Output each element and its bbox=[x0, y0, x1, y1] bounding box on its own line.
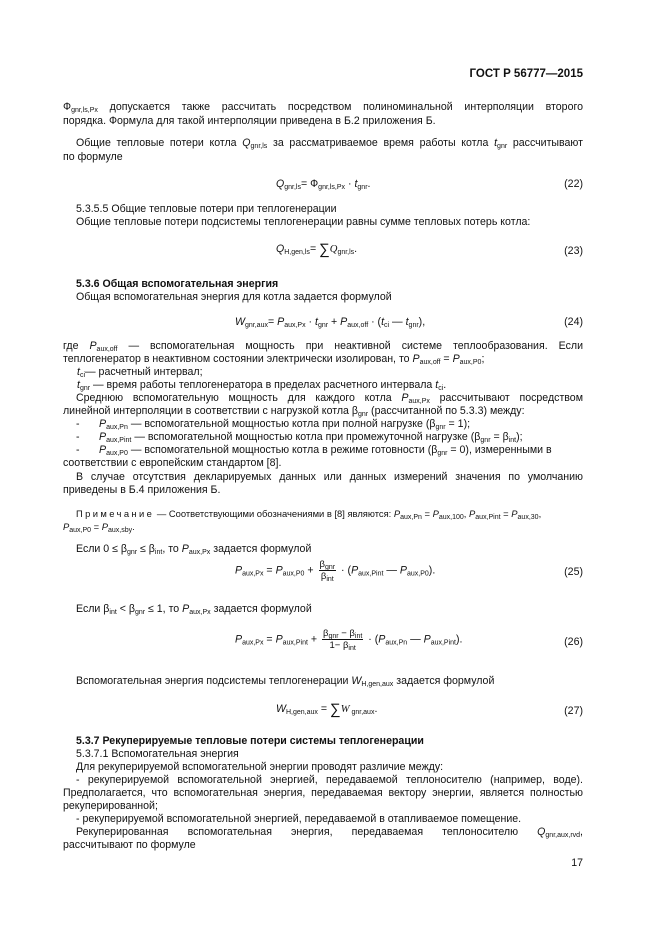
section-5-3-5-5-title: 5.3.5.5 Общие тепловые потери при теплогенерации bbox=[76, 203, 337, 215]
bullet-3-dash: - bbox=[76, 444, 80, 456]
where-line-1: где $P_{aux,off}$ — вспомогательная мощность при неактивной системе теплообразования. Если bbox=[63, 340, 584, 353]
condition-25: Если $0 \le \beta_{gnr} \le \beta_{int}$, то $P_{aux,Px}$ задается формулой bbox=[76, 543, 312, 556]
section-5-3-7-1-title: 5.3.7.1 Вспомогательная энергия bbox=[76, 748, 239, 760]
where-line-3: $t_{ci}—$ расчетный интервал; bbox=[77, 366, 203, 379]
note-line-1: Примечание — Соответствующими обозначениями в [8] являются: $P_{aux,Pn} = P_{aux,100}$, $P_{aux,Pint} = P_{aux,30}$, bbox=[76, 508, 542, 521]
bullet-1: $P_{aux,Pn}$ — вспомогательной мощностью котла при полной нагрузке $(\beta_{gnr} = 1)$; bbox=[99, 418, 471, 431]
bullet-3: $P_{aux,P0}$ — вспомогательной мощностью котла в режиме готовности $(\beta_{gnr} = 0)$, измеренными в bbox=[99, 444, 552, 457]
section-5-3-7-line-3: Предполагается, что вспомогательная энергия, передаваемая вектору энергии, является полностью bbox=[63, 787, 583, 799]
paragraph-3-line-2: линейной интерполяции в соответствии с нагрузкой котла $\beta_{gnr}$ (рассчитанной по 5.3.3) между: bbox=[63, 405, 525, 418]
paragraph-2-line-1: Общие тепловые потери котла $Q_{gnr,ls}$ за рассматриваемое время работы котла $t_{gnr}$ рассчитывают bbox=[76, 137, 584, 150]
equation-23: $Q_{H,gen,ls}= \sum Q_{gnr,ls}$. bbox=[276, 241, 358, 258]
equation-26-number: (26) bbox=[564, 636, 583, 648]
paragraph-5: Вспомогательная энергия подсистемы теплогенерации $W_{H,gen,aux}$ задается формулой bbox=[76, 675, 495, 688]
equation-23-number: (23) bbox=[564, 245, 583, 257]
equation-26: $P_{aux,Px} = P_{aux,Pint}$ + $\frac{\beta_{gnr} - \beta_{int}}{1- \beta_{int}}$ · ($P_{aux,Pn}$ — $P_{aux,Pint}$). bbox=[235, 628, 463, 652]
paragraph-3-line-1: Среднюю вспомогательную мощность для каждого котла $P_{aux,Px}$ рассчитывают посредством bbox=[76, 392, 583, 405]
paragraph-1-line-1: $Ф_{gnr,ls,Px}$ допускается также рассчитать посредством полиноминальной интерполяции второго bbox=[63, 101, 583, 114]
section-5-3-7-line-2: - рекуперируемой вспомогательной энергией, передаваемой теплоносителю (например, воде). bbox=[76, 774, 583, 786]
paragraph-4-line-2: приведены в Б.4 приложения Б. bbox=[63, 484, 221, 496]
fraction-25: $\frac{\beta_{gnr}}{\beta_{int}}$ bbox=[319, 559, 336, 583]
paragraph-2-line-2: по формуле bbox=[63, 151, 123, 163]
equation-24: $W_{gnr,aux}= P_{aux,Px} \cdot t_{gnr} + P_{aux,off} \cdot (t_{ci}$ — $t_{gnr}$), bbox=[235, 316, 426, 329]
bullet-2: $P_{aux,Pint}$ — вспомогательной мощностью котла при промежуточной нагрузке $(\beta_{gnr} = \beta_{int})$; bbox=[99, 431, 523, 444]
equation-25: $P_{aux,Px} = P_{aux,P0}$ + $\frac{\beta_{gnr}}{\beta_{int}}$ · ($P_{aux,Pint}$ — $P_{aux,P0}$). bbox=[235, 559, 436, 583]
condition-26: Если $\beta_{int} < \beta_{gnr} \le 1$, то $P_{aux,Px}$ задается формулой bbox=[76, 603, 312, 616]
fraction-26: $\frac{\beta_{gnr} - \beta_{int}}{1- \beta_{int}}$ bbox=[323, 628, 363, 652]
section-5-3-5-5-text: Общие тепловые потери подсистемы теплогенерации равны сумме тепловых потерь котла: bbox=[76, 216, 531, 228]
page-number: 17 bbox=[571, 857, 583, 869]
section-5-3-7-line-1: Для рекуперируемой вспомогательной энергии проводят различие между: bbox=[76, 761, 444, 773]
equation-27: $W_{H,gen,aux} = \sum W$ $_{gnr,aux}$. bbox=[276, 701, 378, 718]
equation-24-number: (24) bbox=[564, 316, 583, 328]
bullet-2-dash: - bbox=[76, 431, 80, 443]
bullet-1-dash: - bbox=[76, 418, 80, 430]
section-5-3-7-line-6: Рекуперированная вспомогательная энергия, передаваемая теплоносителю $Q_{gnr,aux,rvd}$, bbox=[76, 826, 583, 839]
page-header: ГОСТ Р 56777—2015 bbox=[469, 68, 583, 80]
section-5-3-6-text: Общая вспомогательная энергия для котла задается формулой bbox=[76, 291, 392, 303]
paragraph-4-line-1: В случае отсутствия декларируемых данных или данных измерений значения по умолчанию bbox=[76, 471, 583, 483]
equation-25-number: (25) bbox=[564, 566, 583, 578]
section-5-3-7-line-7: рассчитывают по формуле bbox=[63, 839, 196, 851]
section-5-3-6-title: 5.3.6 Общая вспомогательная энергия bbox=[76, 278, 279, 290]
equation-22-number: (22) bbox=[564, 178, 583, 190]
note-line-2: $P_{aux,P0} = P_{aux,sby}$. bbox=[63, 521, 135, 534]
where-line-2: теплогенератор в неактивном состоянии электрически изолирован, то $P_{aux,off} = P_{aux,P0}$; bbox=[63, 353, 485, 366]
section-5-3-7-title: 5.3.7 Рекуперируемые тепловые потери системы теплогенерации bbox=[76, 735, 424, 747]
where-line-4: $t_{gnr}$ — время работы теплогенератора в пределах расчетного интервала $t_{ci}$. bbox=[77, 379, 447, 392]
equation-27-number: (27) bbox=[564, 705, 583, 717]
equation-22: $Q_{gnr,ls}= Ф_{gnr,ls,Px} \cdot t_{gnr}$. bbox=[276, 178, 371, 191]
bullet-3-line-2: соответствии с европейским стандартом [8]. bbox=[63, 457, 282, 469]
section-5-3-7-line-5: - рекуперируемой вспомогательной энергией, передаваемой в отапливаемое помещение. bbox=[76, 813, 522, 825]
paragraph-1-line-2: порядка. Формула для такой интерполяции приведена в Б.2 приложения Б. bbox=[63, 115, 436, 127]
section-5-3-7-line-4: рекуперированной; bbox=[63, 800, 158, 812]
